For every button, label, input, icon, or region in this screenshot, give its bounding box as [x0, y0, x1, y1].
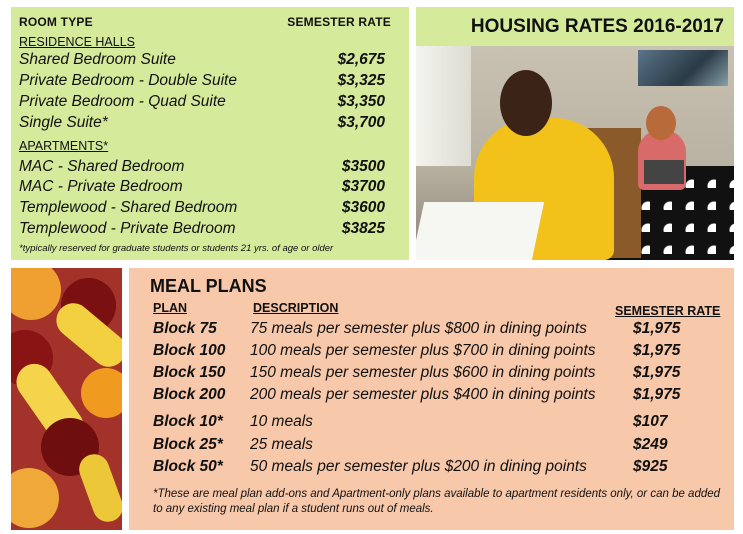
meal-plan-name: Block 75: [153, 320, 217, 337]
meal-plan-rate: $1,975: [633, 342, 681, 359]
photo-laptop: [644, 160, 684, 184]
housing-rates-panel: [11, 7, 409, 260]
page-title: HOUSING RATES 2016-2017: [470, 16, 724, 37]
photo-paper: [416, 202, 544, 260]
meal-plan-rate: $1,975: [633, 320, 681, 337]
apartments-label: APARTMENTS*: [19, 139, 109, 153]
room-rate: $3,325: [337, 72, 385, 89]
meal-plans-panel: [129, 268, 734, 530]
room-type-header: ROOM TYPE: [19, 15, 93, 29]
dorm-photo: [416, 46, 734, 260]
housing-row: [19, 50, 385, 70]
room-rate: $2,675: [337, 51, 385, 68]
description-header: DESCRIPTION: [253, 301, 339, 315]
photo-student-writing-head: [500, 70, 552, 136]
housing-row: [19, 219, 385, 239]
room-name: Private Bedroom - Quad Suite: [19, 93, 226, 110]
room-name: MAC - Shared Bedroom: [19, 158, 185, 175]
meal-plan-description: 75 meals per semester plus $800 in dining points: [250, 320, 587, 337]
meal-plan-rate: $249: [633, 436, 668, 453]
room-rate: $3500: [341, 158, 385, 175]
meal-semester-rate-header: SEMESTER RATE: [615, 304, 721, 318]
room-name: MAC - Private Bedroom: [19, 178, 183, 195]
room-rate: $3600: [341, 199, 385, 216]
fruit-orange: [11, 468, 59, 528]
meal-plan-name: Block 10*: [153, 413, 223, 430]
semester-rate-header: SEMESTER RATE: [287, 15, 391, 29]
meal-plan-description: 10 meals: [250, 413, 313, 430]
housing-footnote: *typically reserved for graduate students or students 21 yrs. of age or older: [19, 243, 334, 254]
meal-plan-description: 50 meals per semester plus $200 in dining points: [250, 458, 587, 475]
room-rate: $3,350: [337, 93, 385, 110]
housing-row: [19, 92, 385, 112]
photo-window: [416, 46, 471, 166]
meal-plan-name: Block 50*: [153, 458, 223, 475]
fruit-orange: [81, 368, 122, 418]
housing-row: [19, 157, 385, 177]
meal-plan-description: 100 meals per semester plus $700 in dining points: [250, 342, 596, 359]
photo-student-seated-head: [646, 106, 676, 140]
room-name: Templewood - Private Bedroom: [19, 220, 236, 237]
meal-plan-name: Block 200: [153, 386, 226, 403]
photo-poster: [638, 50, 728, 86]
meal-footnote: *These are meal plan add-ons and Apartment-only plans available to apartment residents only, or can be added to any existing meal plan if a student runs out of meals.: [153, 488, 721, 515]
meal-plan-rate: $1,975: [633, 386, 681, 403]
room-name: Templewood - Shared Bedroom: [19, 199, 238, 216]
meal-plan-rate: $107: [633, 413, 668, 430]
room-rate: $3,700: [337, 114, 385, 131]
room-rate: $3825: [341, 220, 385, 237]
fruit-photo: [11, 268, 122, 530]
meal-plan-rate: $1,975: [633, 364, 681, 381]
room-rate: $3700: [341, 178, 385, 195]
plan-header: PLAN: [153, 301, 188, 315]
meal-plan-description: 25 meals: [250, 436, 313, 453]
fruit-banana: [75, 450, 122, 526]
housing-row: [19, 71, 385, 91]
meal-plans-title: MEAL PLANS: [150, 276, 267, 296]
housing-row: [19, 113, 385, 133]
meal-plan-description: 200 meals per semester plus $400 in dining points: [250, 386, 596, 403]
housing-header-row: [19, 15, 391, 29]
meal-plan-rate: $925: [633, 458, 668, 475]
room-name: Single Suite*: [19, 114, 108, 131]
room-name: Private Bedroom - Double Suite: [19, 72, 237, 89]
title-banner: [416, 7, 734, 46]
fruit-orange: [11, 268, 61, 320]
room-name: Shared Bedroom Suite: [19, 51, 176, 68]
meal-plan-name: Block 100: [153, 342, 226, 359]
residence-halls-label: RESIDENCE HALLS: [19, 35, 136, 49]
meal-plan-description: 150 meals per semester plus $600 in dining points: [250, 364, 596, 381]
meal-plan-name: Block 150: [153, 364, 226, 381]
meal-plan-name: Block 25*: [153, 436, 223, 453]
housing-row: [19, 177, 385, 197]
housing-row: [19, 198, 385, 218]
